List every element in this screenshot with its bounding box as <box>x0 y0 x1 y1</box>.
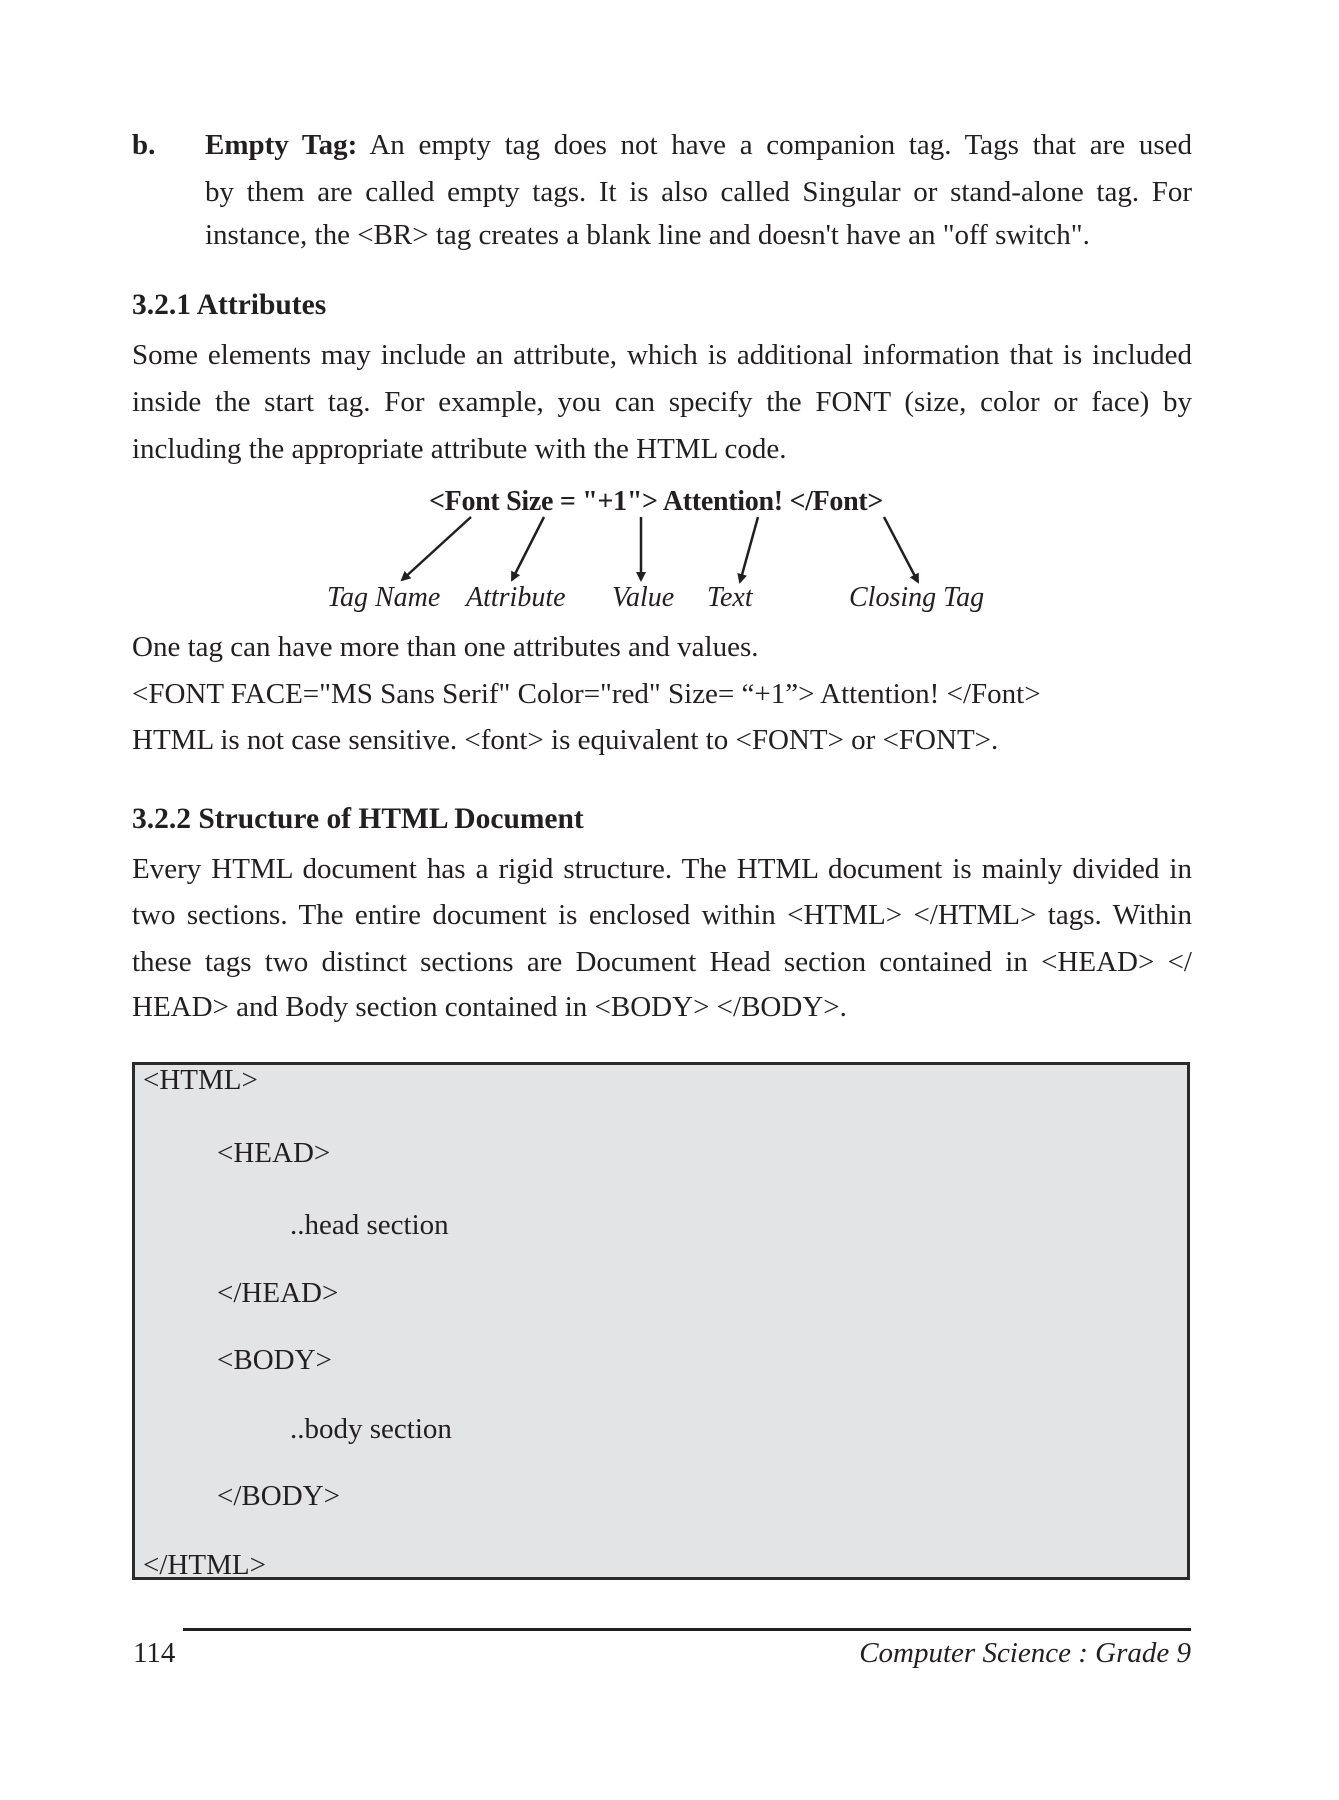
paragraph-line: Empty Tag: An empty tag does not have a companion tag. Tags that are used <box>205 129 1192 161</box>
paragraph-line: these tags two distinct sections are Document Head section contained in <HEAD> </ <box>132 946 1192 978</box>
list-marker: b. <box>132 129 156 161</box>
code-line: <HEAD> <box>217 1137 331 1169</box>
term-label: Empty Tag: <box>205 129 358 161</box>
diagram-label-text: Text <box>707 582 753 613</box>
diagram-code: <Font Size = "+1"> Attention! </Font> <box>429 486 884 517</box>
code-line: ..head section <box>290 1209 449 1241</box>
code-line: </HTML> <box>143 1549 266 1581</box>
paragraph-line: HTML is not case sensitive. <font> is equivalent to <FONT> or <FONT>. <box>132 724 999 756</box>
page-number: 114 <box>133 1637 176 1669</box>
section-heading-attributes: 3.2.1 Attributes <box>132 289 327 321</box>
code-line: </HEAD> <box>217 1277 339 1309</box>
footer-rule <box>183 1628 1191 1631</box>
paragraph-line: including the appropriate attribute with the HTML code. <box>132 433 787 465</box>
arrow-closing-tag-icon <box>884 517 918 582</box>
paragraph-line: two sections. The entire document is enclosed within <HTML> </HTML> tags. Within <box>132 899 1192 931</box>
diagram-label-closing-tag: Closing Tag <box>849 582 985 613</box>
code-line: ..body section <box>290 1413 452 1445</box>
paragraph-line: One tag can have more than one attributes and values. <box>132 631 759 663</box>
paragraph-line: by them are called empty tags. It is also called Singular or stand-alone tag. For <box>205 176 1192 208</box>
book-title: Computer Science : Grade 9 <box>859 1637 1191 1669</box>
paragraph-line: instance, the <BR> tag creates a blank line and doesn't have an "off switch". <box>205 219 1090 251</box>
diagram-label-attribute: Attribute <box>466 582 566 613</box>
arrow-text-icon <box>740 517 758 582</box>
paragraph-line: HEAD> and Body section contained in <BODY> </BODY>. <box>132 991 847 1023</box>
code-line: </BODY> <box>217 1480 340 1512</box>
code-line: <BODY> <box>217 1344 332 1376</box>
code-example-line: <FONT FACE="MS Sans Serif" Color="red" Size= “+1”> Attention! </Font> <box>132 678 1041 710</box>
section-heading-structure: 3.2.2 Structure of HTML Document <box>132 803 584 835</box>
diagram-label-value: Value <box>612 582 675 613</box>
diagram-label-tag-name: Tag Name <box>327 582 441 613</box>
arrow-attribute-icon <box>512 517 544 580</box>
arrow-tag-name-icon <box>402 517 471 580</box>
paragraph-line: Every HTML document has a rigid structure. The HTML document is mainly divided in <box>132 853 1192 885</box>
code-line: <HTML> <box>143 1064 258 1096</box>
paragraph-line: Some elements may include an attribute, which is additional information that is included <box>132 339 1192 371</box>
paragraph-line: inside the start tag. For example, you can specify the FONT (size, color or face) by <box>132 386 1192 418</box>
